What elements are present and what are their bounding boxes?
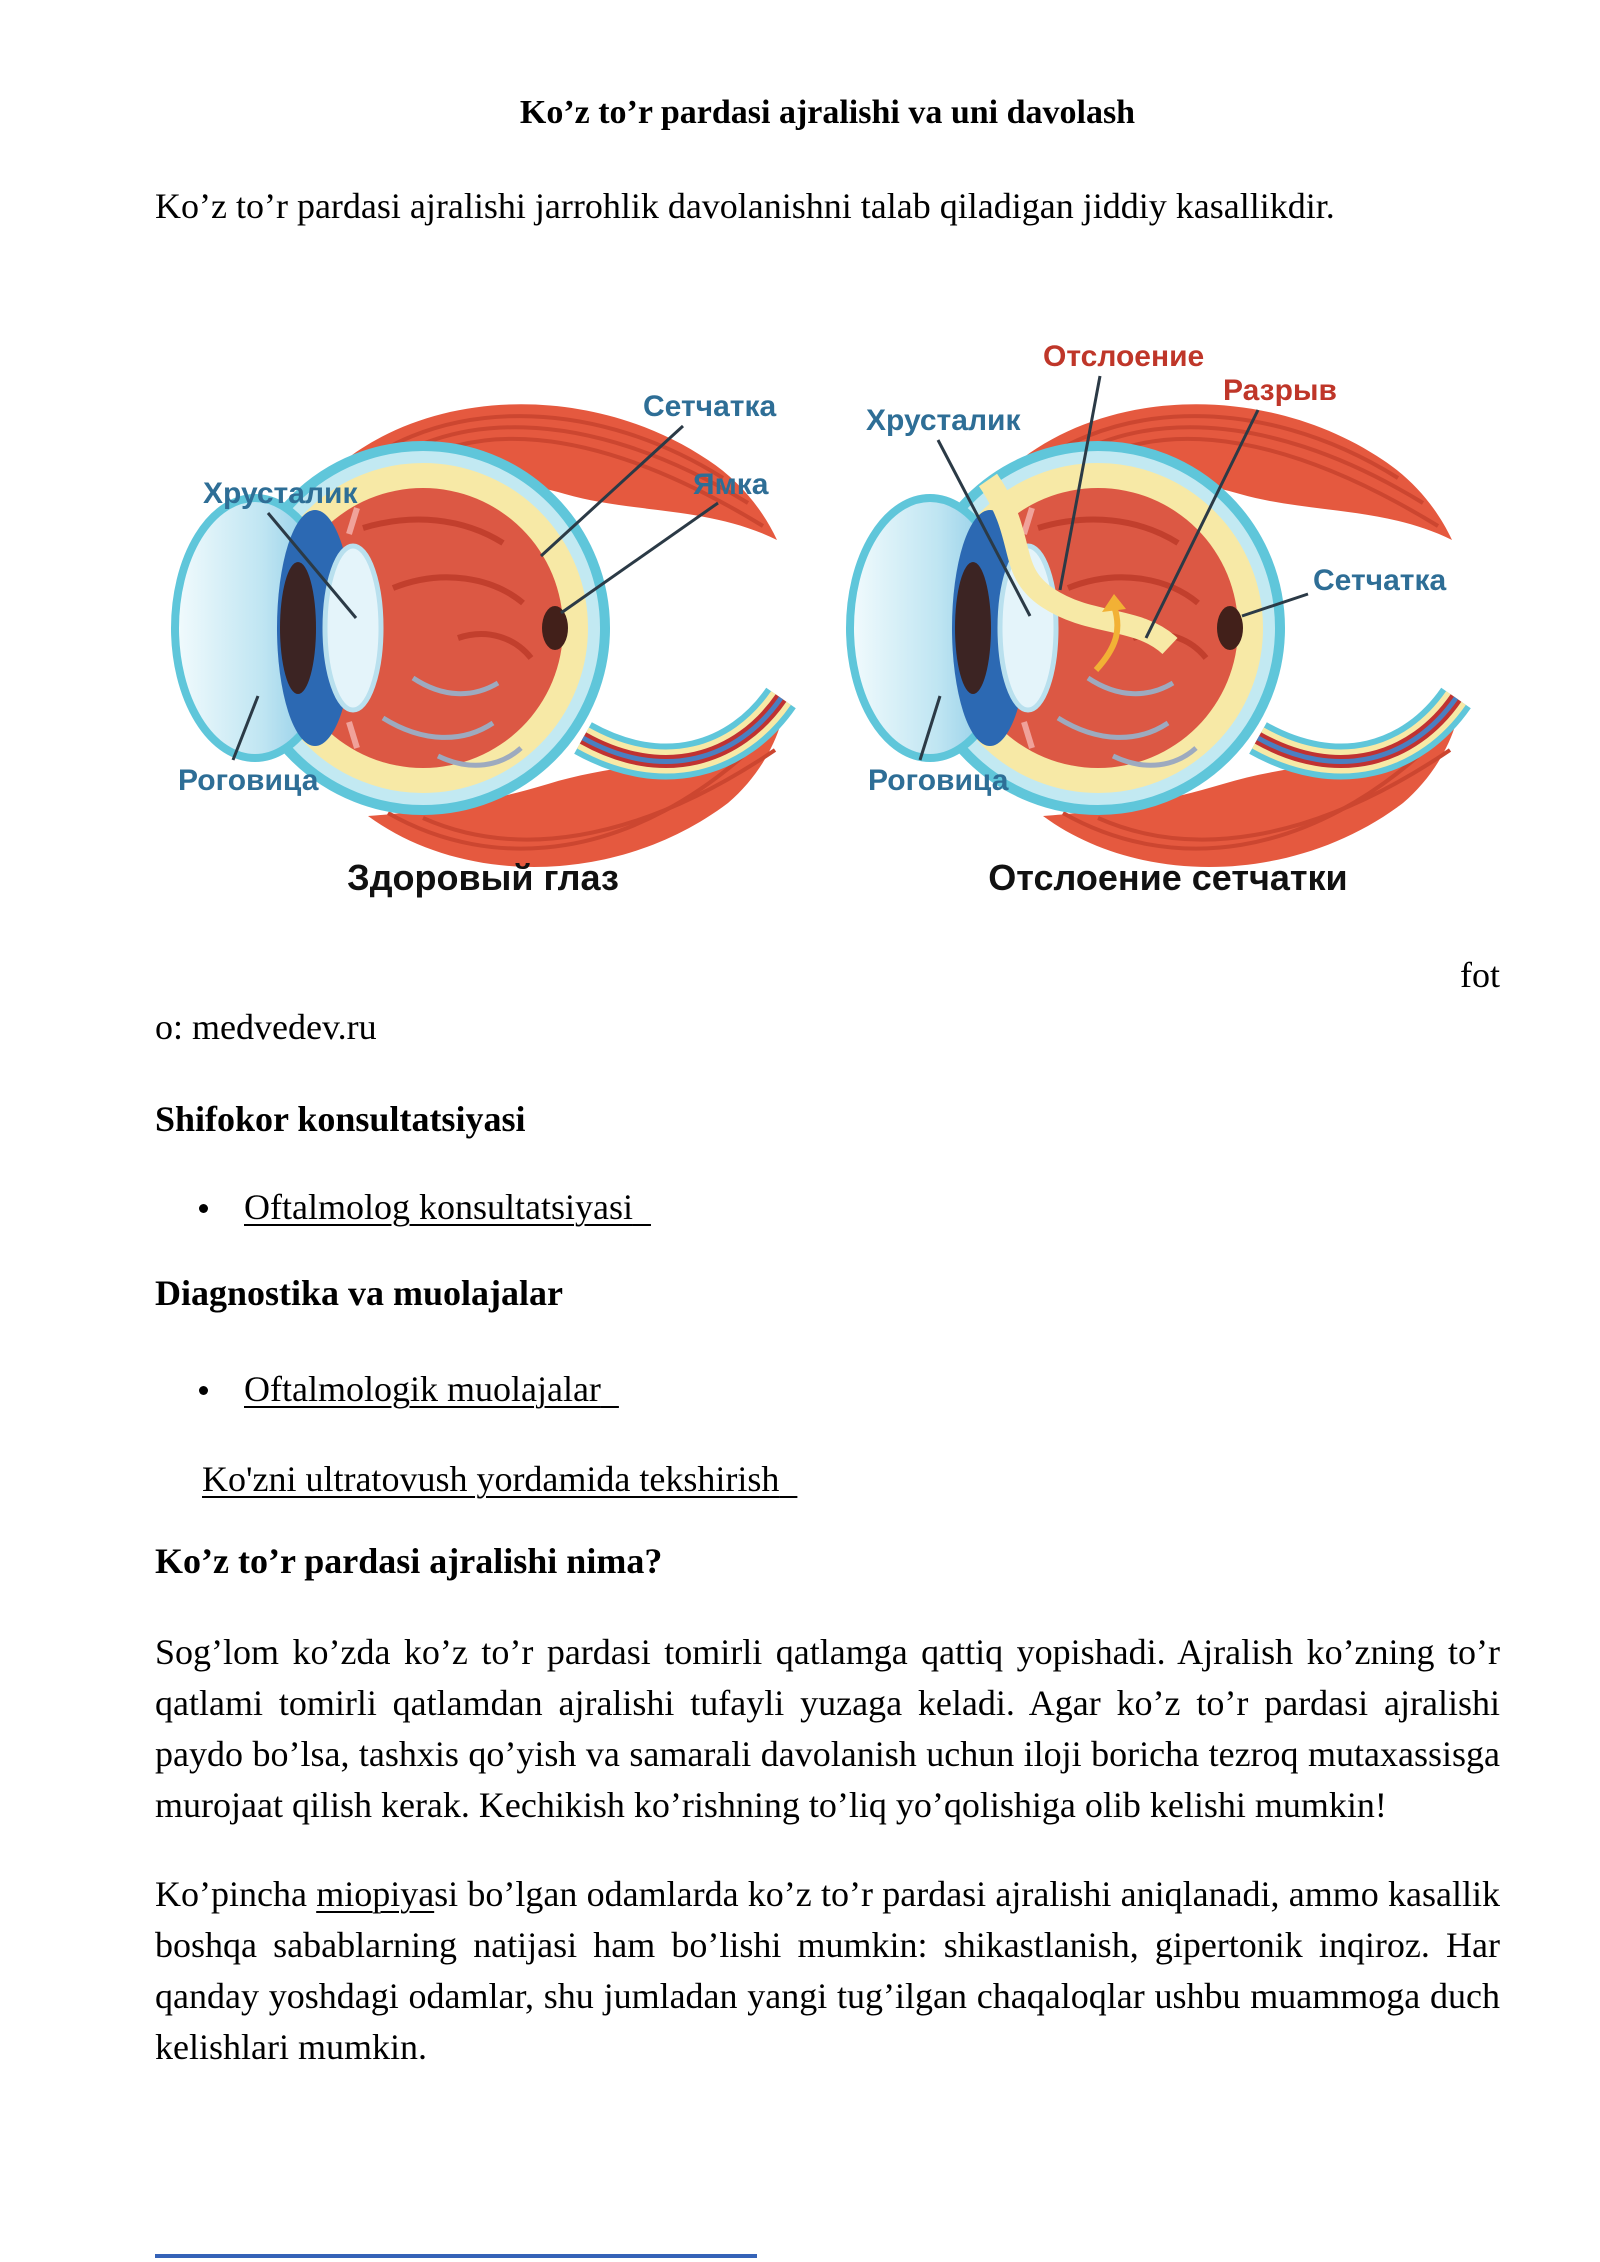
causes-paragraph-post: si bo’lgan odamlarda ko’z to’r pardasi ajralishi aniqlanadi, ammo kasallik boshqa sabablarning natijasi ham bo’lishi mumkin: shikastlanish, gipertonik inqiroz. Har qanday yoshdagi odamlar, shu jumladan yangi tug’ilgan chaqaloqlar ushbu muammoga duch kelishlari mumkin. (155, 1874, 1500, 2067)
photo-credit (155, 949, 1500, 1053)
list-item-procedures (155, 1363, 1500, 1415)
healthy-eye-caption: Здоровый глаз (346, 857, 619, 898)
heading-definition: Ko’z to’r pardasi ajralishi nima? (155, 1541, 663, 1581)
lens-label-right: Хрусталик (865, 404, 1020, 437)
causes-paragraph (155, 1869, 1500, 2073)
eye-anatomy-illustration (163, 298, 1493, 910)
detached-retina-diagram (850, 340, 1456, 898)
lens-label-left: Хрусталик (202, 477, 357, 510)
healthy-eye-diagram (175, 390, 781, 898)
cornea-label-left: Роговица (177, 764, 318, 797)
detached-retina-caption: Отслоение сетчатки (987, 857, 1348, 898)
tear-label: Разрыв (1222, 374, 1337, 407)
retina-label-left: Сетчатка (642, 390, 776, 423)
ultrasound-exam-link[interactable]: Ko'zni ultratovush yordamida tekshirish (202, 1459, 780, 1499)
oftalmologik-muolajalar-link[interactable]: Oftalmologik muolajalar (244, 1369, 601, 1409)
detachment-label: Отслоение (1042, 340, 1204, 373)
heading-diagnostics: Diagnostika va muolajalar (155, 1273, 564, 1313)
miopiya-link[interactable]: miopiya (316, 1874, 435, 1914)
oftalmolog-konsultatsiyasi-link[interactable]: Oftalmolog konsultatsiyasi (244, 1187, 633, 1227)
clipped-link-underline (155, 2254, 757, 2258)
retina-label-right: Сетчатка (1312, 564, 1446, 597)
photo-credit-line1: fot (1460, 955, 1500, 995)
cornea-label-right: Роговица (867, 764, 1008, 797)
list-item-consultation (155, 1181, 1500, 1233)
definition-paragraph: Sog’lom ko’zda ko’z to’r pardasi tomirli qatlamga qattiq yopishadi. Ajralish ko’zning to’r qatlami tomirli qatlamdan ajralishi tufayli yuzaga keladi. Agar ko’z to’r pardasi ajralishi paydo bo’lsa, tashxis qo’yish va samarali davolanish uchun iloji boricha tezroq mutaxassisga murojaat qilish kerak. Kechikish ko’rishning to’liq yo’qolishiga olib kelishi mumkin! (155, 1632, 1500, 1825)
fovea-label: Ямка (692, 468, 768, 501)
eye-diagram-figure (163, 298, 1493, 915)
ultrasound-link-line (202, 1453, 1500, 1505)
heading-consultation: Shifokor konsultatsiyasi (155, 1099, 526, 1139)
causes-paragraph-pre: Ko’pincha (155, 1874, 317, 1914)
page-title: Ko’z to’r pardasi ajralishi va uni davolash (519, 94, 1136, 131)
photo-credit-line2: o: medvedev.ru (155, 1007, 377, 1047)
intro-paragraph: Ko’z to’r pardasi ajralishi jarrohlik davolanishni talab qiladigan jiddiy kasallikdir. (155, 186, 1335, 226)
